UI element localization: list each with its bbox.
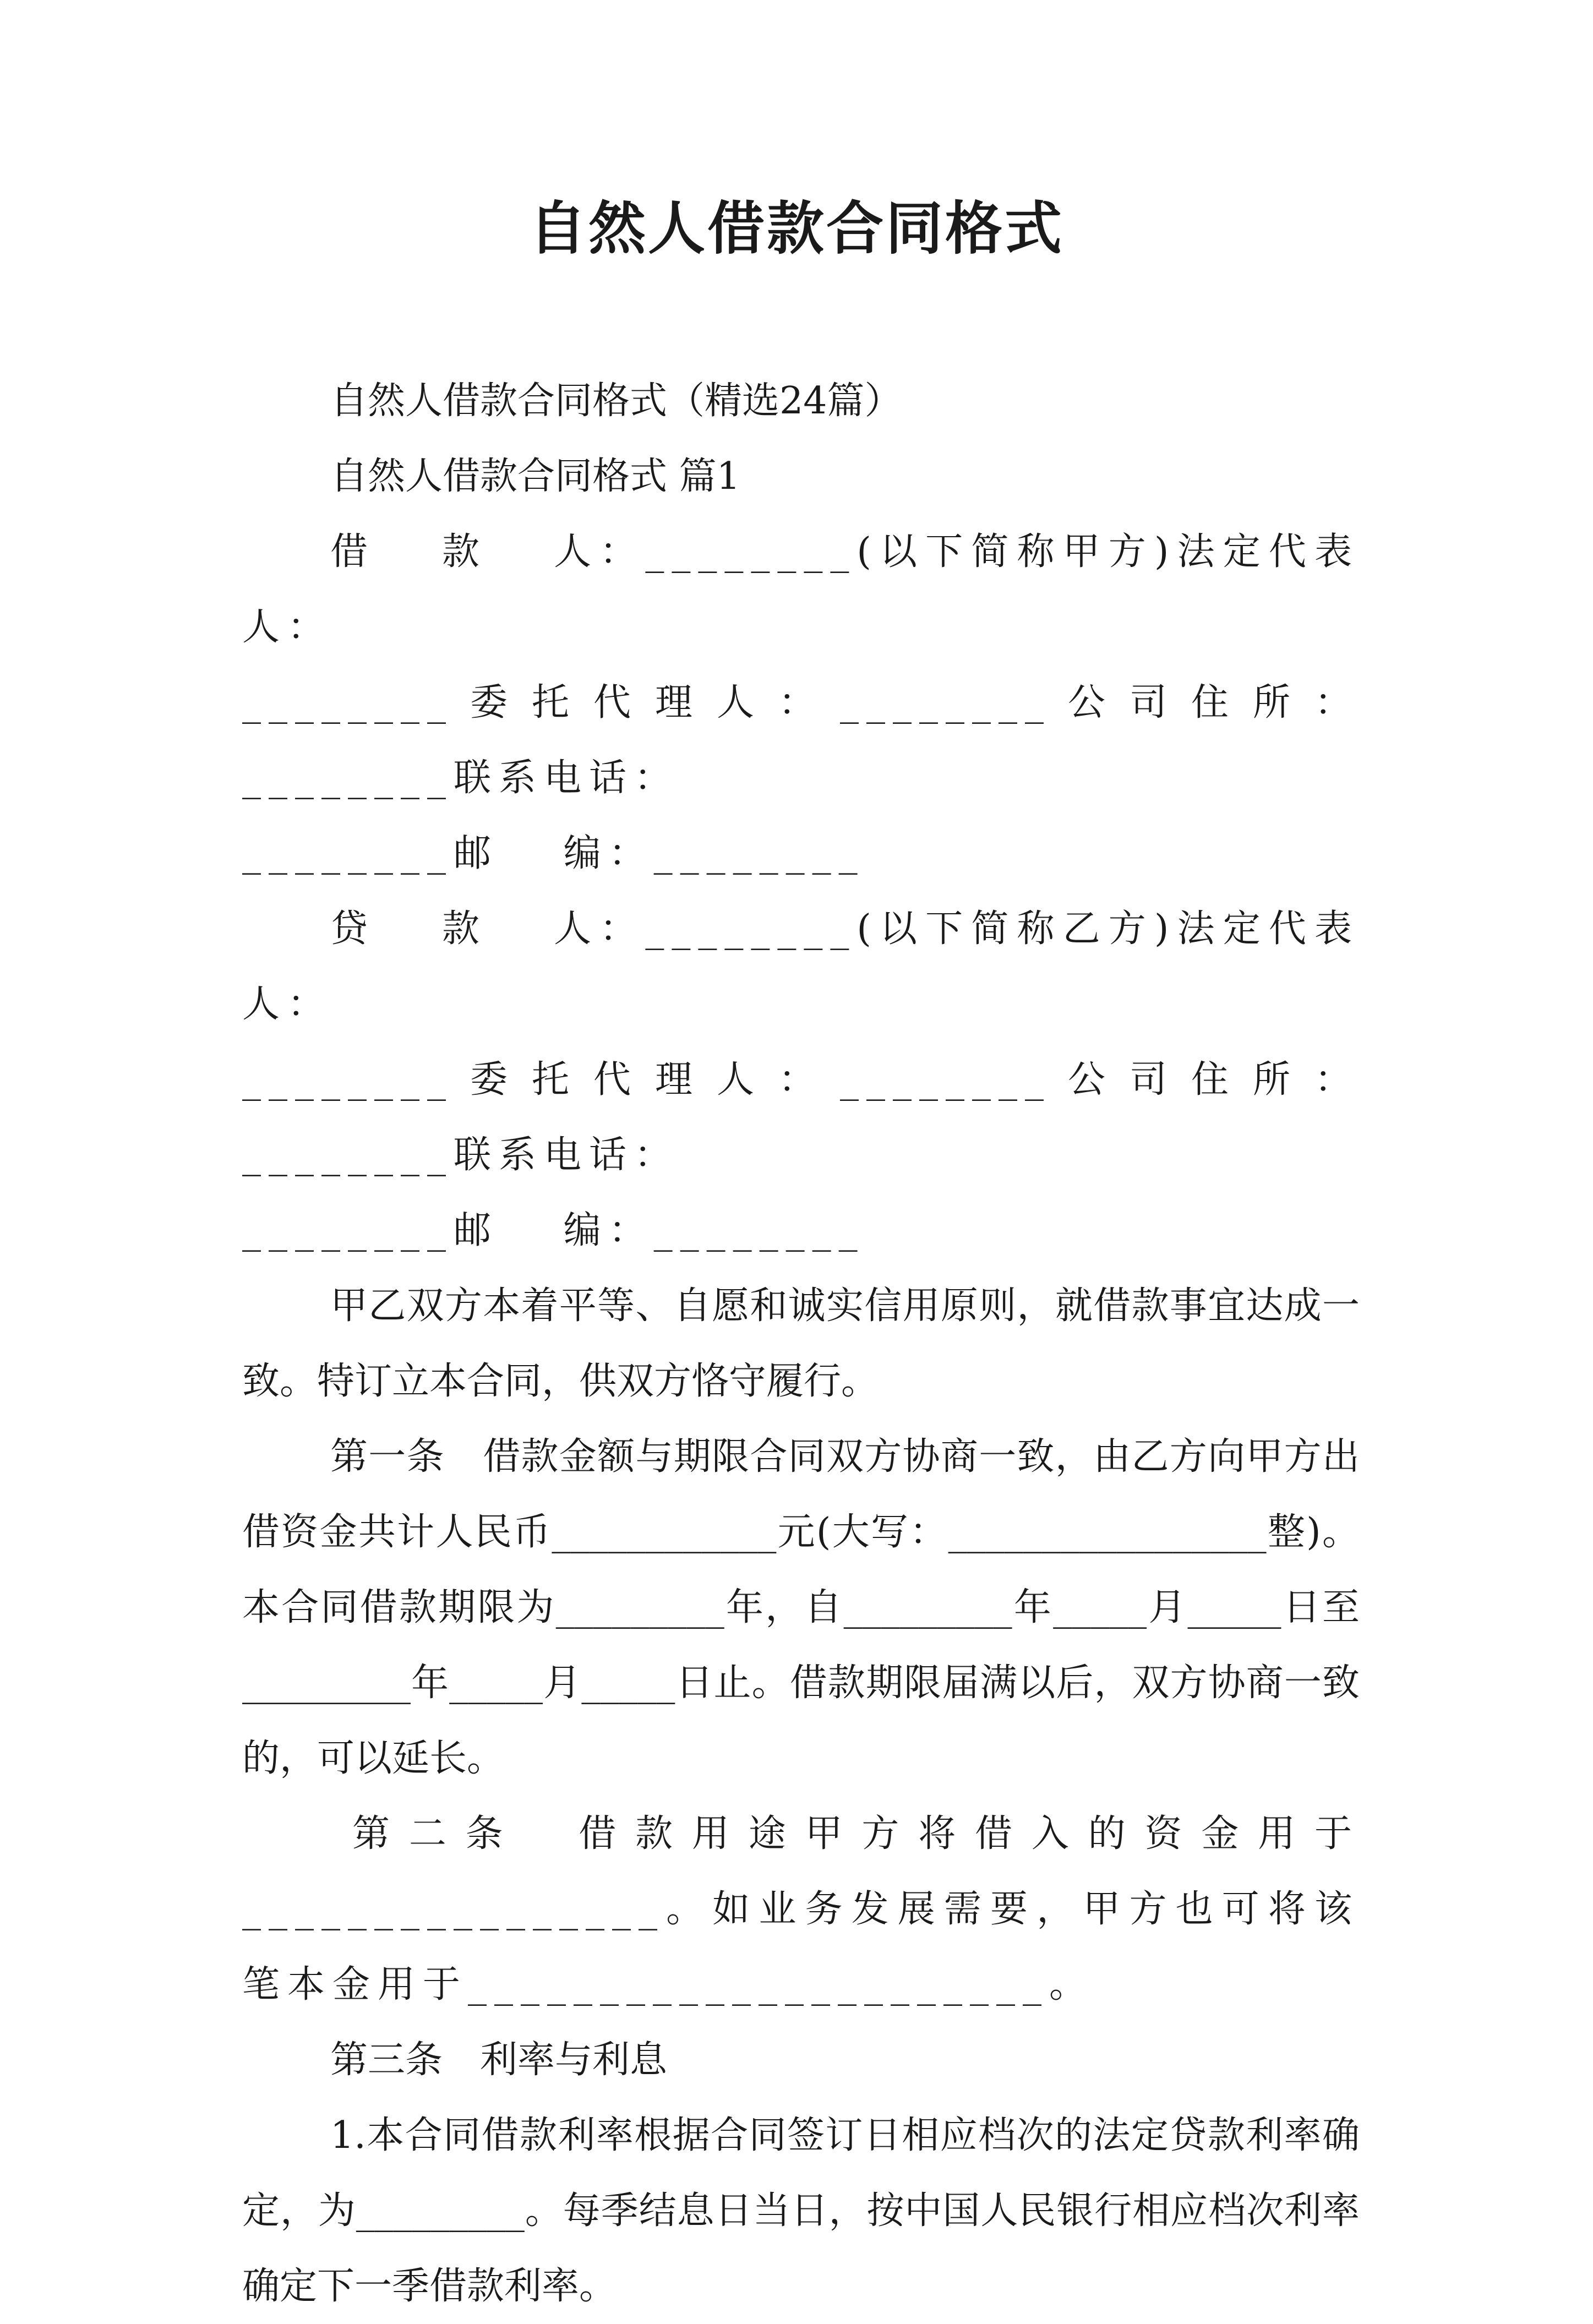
borrower-line-3: ________邮 编：________: [242, 832, 865, 875]
document-subtitle: 自然人借款合同格式（精选24篇）: [330, 379, 902, 423]
borrower-line-2: ________委托代理人：________公司住所：________联系电话：: [242, 681, 1360, 800]
lender-line-3: ________邮 编：________: [242, 1209, 865, 1252]
article-2-paragraph: 第二条 借款用途甲方将借入的资金用于________________。如业务发展需要，甲方也可将该笔本金用于______________________。: [242, 1812, 1360, 2006]
principle-paragraph: 甲乙双方本着平等、自愿和诚实信用原则，就借款事宜达成一致。特订立本合同，供双方恪守履行。: [242, 1284, 1360, 1403]
article-1-paragraph: 第一条 借款金额与期限合同双方协商一致，由乙方向甲方出借资金共计人民币____________元(大写：_________________整)。本合同借款期限为_________年，自_________年_____月_____日至_________年_____月_____日止。借款期限届满以后，双方协商一致的，可以延长。: [242, 1435, 1360, 1780]
article-3-heading: 第三条 利率与利息: [330, 2038, 668, 2082]
section-heading: 自然人借款合同格式 篇1: [330, 455, 740, 498]
document-body: [242, 363, 1360, 2324]
borrower-line-1: 借 款 人：________(以下简称甲方)法定代表人：: [242, 530, 1360, 649]
lender-line-1: 贷 款 人：________(以下简称乙方)法定代表人：: [242, 907, 1360, 1026]
article-3-item-1: 1.本合同借款利率根据合同签订日相应档次的法定贷款利率确定，为_________。每季结息日当日，按中国人民银行相应档次利率确定下一季借款利率。: [242, 2114, 1360, 2308]
document-title: 自然人借款合同格式: [528, 195, 1064, 262]
lender-line-2: ________委托代理人：________公司住所：________联系电话：: [242, 1058, 1360, 1177]
